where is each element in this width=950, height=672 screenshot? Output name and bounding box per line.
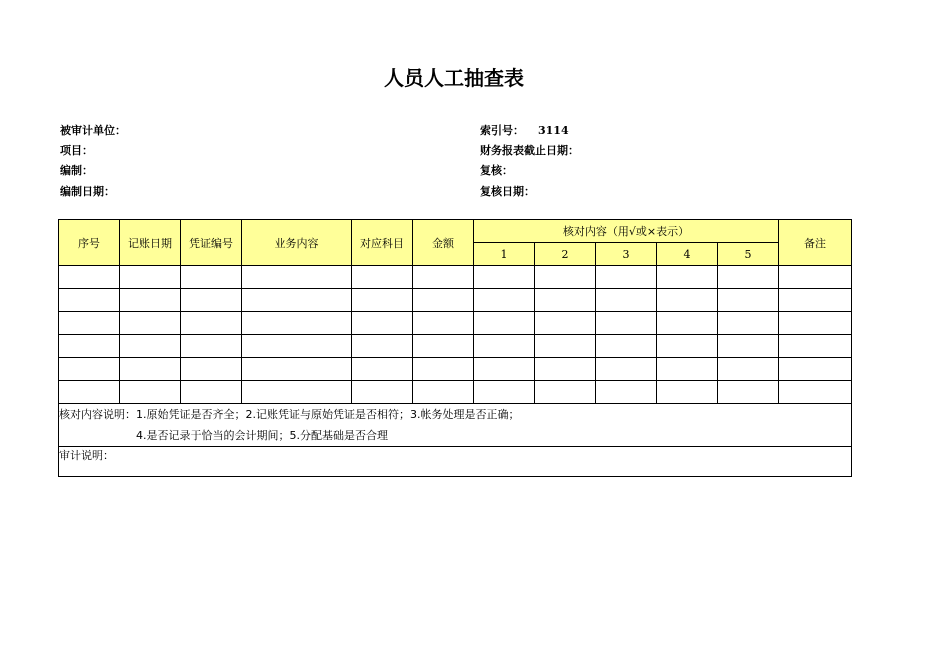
header-seq: 序号 (59, 220, 120, 266)
table-cell[interactable] (718, 312, 779, 335)
table-cell[interactable] (474, 289, 535, 312)
table-cell[interactable] (352, 266, 413, 289)
table-cell[interactable] (718, 358, 779, 381)
table-cell[interactable] (181, 358, 242, 381)
table-cell[interactable] (59, 335, 120, 358)
prepared-by-label: 编制： (60, 164, 93, 177)
table-cell[interactable] (413, 381, 474, 404)
table-cell[interactable] (242, 358, 352, 381)
table-cell[interactable] (59, 381, 120, 404)
table-cell[interactable] (474, 266, 535, 289)
page-title: 人员人工抽查表 (384, 66, 524, 90)
table-cell[interactable] (718, 381, 779, 404)
table-row (59, 381, 852, 404)
check-col-1: 1 (474, 243, 535, 266)
header-content: 业务内容 (242, 220, 352, 266)
table-cell[interactable] (535, 289, 596, 312)
table-cell[interactable] (779, 358, 852, 381)
prepared-date-label: 编制日期： (60, 185, 115, 198)
table-cell[interactable] (242, 266, 352, 289)
check-col-3: 3 (596, 243, 657, 266)
table-cell[interactable] (242, 381, 352, 404)
check-col-4: 4 (657, 243, 718, 266)
table-cell[interactable] (596, 381, 657, 404)
table-cell[interactable] (657, 381, 718, 404)
table-cell[interactable] (779, 381, 852, 404)
table-cell[interactable] (242, 312, 352, 335)
table-cell[interactable] (596, 266, 657, 289)
audited-unit-label: 被审计单位： (60, 124, 126, 137)
check-col-5: 5 (718, 243, 779, 266)
table-cell[interactable] (596, 335, 657, 358)
table-cell[interactable] (596, 289, 657, 312)
table-cell[interactable] (535, 266, 596, 289)
header-check: 核对内容（用√或×表示） (474, 220, 779, 243)
table-cell[interactable] (779, 312, 852, 335)
table-cell[interactable] (413, 358, 474, 381)
header-amount: 金额 (413, 220, 474, 266)
table-cell[interactable] (120, 381, 181, 404)
table-cell[interactable] (718, 335, 779, 358)
table-cell[interactable] (779, 335, 852, 358)
check-col-2: 2 (535, 243, 596, 266)
review-date-label: 复核日期： (480, 185, 535, 198)
table-cell[interactable] (657, 289, 718, 312)
table-cell[interactable] (413, 312, 474, 335)
audit-notes: 审计说明： (59, 447, 852, 477)
cutoff-date-label: 财务报表截止日期： (480, 144, 579, 157)
table-cell[interactable] (779, 266, 852, 289)
table-cell[interactable] (120, 335, 181, 358)
header-voucher: 凭证编号 (181, 220, 242, 266)
table-cell[interactable] (352, 289, 413, 312)
audit-notes-row (59, 447, 852, 477)
table-cell[interactable] (657, 335, 718, 358)
table-cell[interactable] (120, 289, 181, 312)
table-cell[interactable] (59, 358, 120, 381)
index-label: 索引号： (480, 124, 524, 137)
table-cell[interactable] (413, 335, 474, 358)
table-row (59, 312, 852, 335)
table-row (59, 335, 852, 358)
table-cell[interactable] (181, 381, 242, 404)
table-cell[interactable] (718, 266, 779, 289)
table-cell[interactable] (59, 289, 120, 312)
table-cell[interactable] (657, 266, 718, 289)
table-cell[interactable] (181, 312, 242, 335)
table-cell[interactable] (535, 381, 596, 404)
check-notes-line-1: 核对内容说明：1.原始凭证是否齐全；2.记账凭证与原始凭证是否相符；3.帐务处理是否正确； (59, 408, 520, 421)
sampling-table (58, 219, 852, 477)
table-cell[interactable] (352, 312, 413, 335)
table-row (59, 358, 852, 381)
header-remarks: 备注 (779, 220, 852, 266)
table-cell[interactable] (352, 381, 413, 404)
table-cell[interactable] (474, 312, 535, 335)
table-cell[interactable] (352, 358, 413, 381)
table-cell[interactable] (181, 289, 242, 312)
table-cell[interactable] (181, 335, 242, 358)
table-cell[interactable] (242, 289, 352, 312)
table-cell[interactable] (596, 312, 657, 335)
table-cell[interactable] (657, 358, 718, 381)
table-cell[interactable] (120, 312, 181, 335)
table-row (59, 289, 852, 312)
table-cell[interactable] (474, 335, 535, 358)
index-value: 3114 (538, 124, 569, 137)
table-row (59, 266, 852, 289)
table-cell[interactable] (474, 381, 535, 404)
table-cell[interactable] (120, 266, 181, 289)
project-label: 项目： (60, 144, 93, 157)
check-notes-row (59, 404, 852, 447)
check-notes (59, 404, 852, 447)
table-cell[interactable] (242, 335, 352, 358)
table-cell[interactable] (718, 289, 779, 312)
table-cell[interactable] (413, 289, 474, 312)
table-cell[interactable] (474, 358, 535, 381)
table-cell[interactable] (352, 335, 413, 358)
table-cell[interactable] (535, 335, 596, 358)
table-cell[interactable] (181, 266, 242, 289)
header-date: 记账日期 (120, 220, 181, 266)
table-cell[interactable] (120, 358, 181, 381)
reviewed-by-label: 复核： (480, 164, 513, 177)
table-cell[interactable] (535, 312, 596, 335)
index-number (480, 122, 569, 138)
table-cell[interactable] (535, 358, 596, 381)
check-notes-line-2: 4.是否记录于恰当的会计期间；5.分配基础是否合理 (136, 429, 388, 442)
table-cell[interactable] (779, 289, 852, 312)
table-cell[interactable] (413, 266, 474, 289)
table-cell[interactable] (596, 358, 657, 381)
table-cell[interactable] (59, 266, 120, 289)
table-cell[interactable] (59, 312, 120, 335)
header-account: 对应科目 (352, 220, 413, 266)
table-cell[interactable] (657, 312, 718, 335)
